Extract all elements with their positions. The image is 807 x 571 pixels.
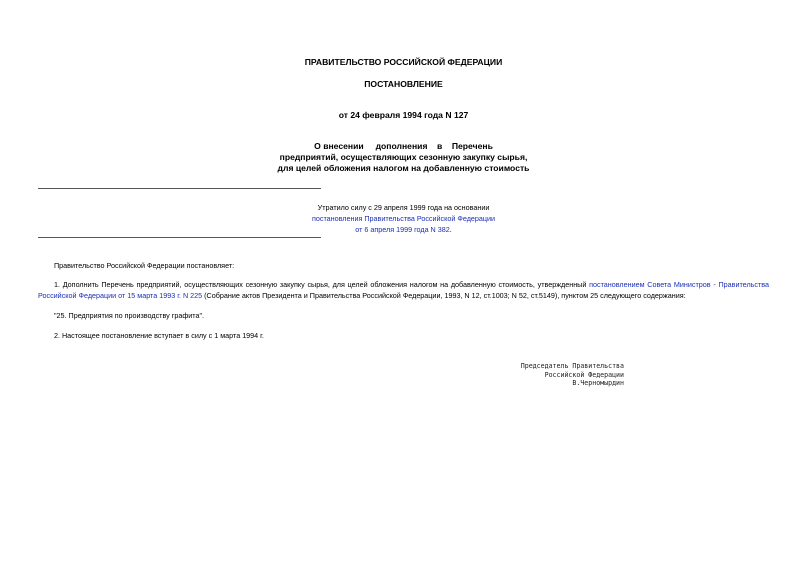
lapse-decree-date-link[interactable]: от 6 апреля 1999 года N 382 bbox=[355, 225, 450, 234]
item-1-text-after: (Собрание актов Президента и Правительства Российской Федерации, 1993, N 12, ст.1003; N 52, ст.5149), пунктом 25 следующего содержания: bbox=[202, 291, 686, 300]
subject-line-1: О внесении дополнения в Перечень bbox=[314, 141, 493, 151]
government-heading: ПРАВИТЕЛЬСТВО РОССИЙСКОЙ ФЕДЕРАЦИИ bbox=[304, 57, 503, 67]
lapse-notice-text: Утратило силу с 29 апреля 1999 года на основании bbox=[317, 203, 490, 212]
lapse-notice-period: . bbox=[449, 225, 452, 234]
subject-line-3: для целей обложения налогом на добавленную стоимость bbox=[277, 163, 530, 173]
item-1-paragraph bbox=[38, 279, 769, 301]
subject-line-2: предприятий, осуществляющих сезонную закупку сырья, bbox=[279, 152, 528, 162]
signature-name: В.Черномырдин bbox=[572, 379, 624, 388]
document-type-heading: ПОСТАНОВЛЕНИЕ bbox=[364, 79, 443, 89]
signature-block bbox=[480, 362, 624, 388]
decree-date-number: от 24 февраля 1994 года N 127 bbox=[338, 110, 469, 120]
divider-bottom bbox=[38, 237, 321, 238]
item-1-decree-link[interactable]: постановлением Совета Министров - Правительства Российской Федерации от 15 марта 1993 г. N 225 bbox=[38, 280, 769, 300]
divider-top bbox=[38, 188, 321, 189]
lapse-decree-link[interactable]: постановления Правительства Российской Федерации bbox=[311, 214, 496, 223]
decree-subject bbox=[0, 141, 807, 174]
signature-position: Председатель Правительства bbox=[520, 362, 624, 370]
signature-organization: Российской Федерации bbox=[544, 370, 624, 379]
item-1-text-before: 1. Дополнить Перечень предприятий, осуществляющих сезонную закупку сырья, для целей обложения налогом на добавленную стоимость, утвержденный bbox=[54, 280, 590, 289]
item-2-paragraph: 2. Настоящее постановление вступает в силу с 1 марта 1994 г. bbox=[54, 331, 264, 340]
lapse-notice bbox=[250, 202, 557, 235]
item-25-quote-paragraph: "25. Предприятия по производству графита". bbox=[54, 311, 205, 320]
intro-paragraph: Правительство Российской Федерации постановляет: bbox=[54, 261, 235, 270]
